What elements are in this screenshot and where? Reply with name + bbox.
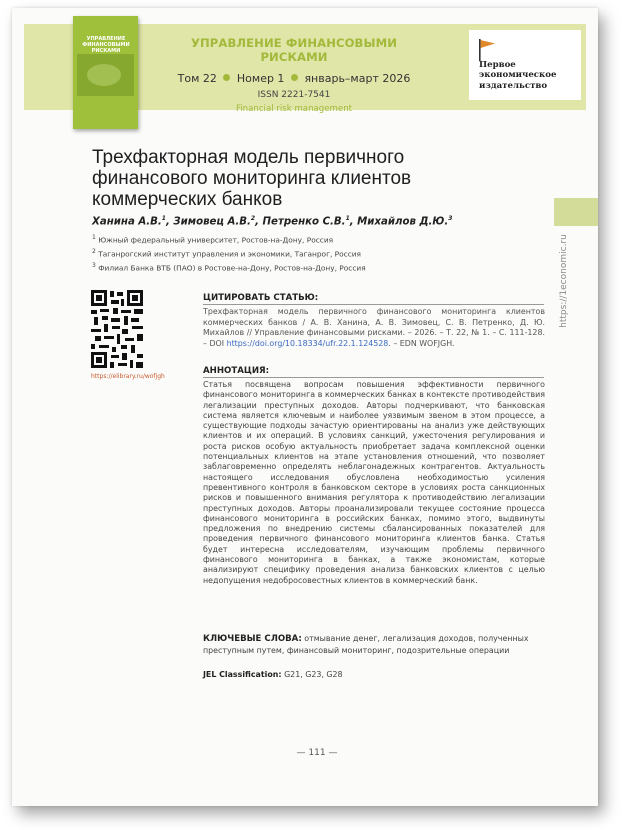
journal-info xyxy=(163,36,425,114)
journal-issn: ISSN 2221-7541 xyxy=(257,90,331,100)
publisher-logo xyxy=(469,30,581,100)
article-title: Трехфакторная модель первичного финансового мониторинга клиентов коммерческих банков xyxy=(92,147,412,210)
cover-image xyxy=(77,54,134,96)
divider xyxy=(203,377,544,378)
jel-classification: JEL Classification: G21, G23, G28 xyxy=(203,670,343,679)
keywords-text: отмывание денег, легализация доходов, полученных преступным путем, финансовый мониторинг, подозрительные операции xyxy=(203,634,529,655)
abstract-text: Статья посвящена вопросам повышения эффективности первичного финансового мониторинга в коммерческих банках в контексте противодействия легализации преступных доходов. Авторы подчеркивают, что банковская система является ключевым и наиболее уязвимым звеном в этом процессе, а существующие подходы зачастую ориентированы на анализ уже действующих клиентов и их операций. В условиях санкций, ужесточения регулирования и роста рисков особую актуальность приобретает задача комплексной оценки потенциальных клиентов на этапе установления отношений, что позволяет заблаговременно определять неблагонадежных контрагентов. Актуальность настоящего исследования обусловлена необходимостью усиления превентивного контроля в банковском секторе в условиях роста санкционных рисков и повышенного внимания регулятора к противодействию легализации преступных доходов. Авторы проанализировали текущее состояние процесса финансового мониторинга в российских банках, помимо этого, выдвинуты предложения по внедрению системы сбалансированных показателей для проведения первичного финансового мониторинга клиентов банка. Статья будет интересна исследователям, изучающим проблемы первичного финансового мониторинга в банках, а также экономистам, которые анализируют специфику проведения анализа банковских клиентов с целью недопущения недобросовестных клиентов в коммерческий банк. xyxy=(203,380,545,585)
cite-heading: ЦИТИРОВАТЬ СТАТЬЮ: xyxy=(203,293,319,303)
author-affiliations xyxy=(92,232,366,274)
journal-volume: Том 22 xyxy=(177,72,217,85)
journal-title: УПРАВЛЕНИЕ ФИНАНСОВЫМИ РИСКАМИ xyxy=(190,36,398,64)
affiliation-item: $^1$ Южный федеральный университет, Ростов-на-Дону, Россия xyxy=(92,234,334,245)
journal-period: январь–март 2026 xyxy=(304,72,411,85)
side-url-label[interactable]: https://1economic.ru xyxy=(559,234,569,328)
doi-link[interactable]: https://doi.org/10.18334/ufr.22.1.124528 xyxy=(226,339,389,349)
bullet-icon xyxy=(291,74,298,81)
affiliation-item: $^2$ Таганрогский институт управления и экономики, Таганрог, Россия xyxy=(92,248,362,259)
cover-title: УПРАВЛЕНИЕ ФИНАНСОВЫМИ РИСКАМИ xyxy=(82,36,130,54)
qr-link[interactable]: https://elibrary.ru/wofjgh xyxy=(91,373,165,380)
page-number: — 111 — xyxy=(296,748,338,758)
flag-icon xyxy=(477,38,497,62)
abstract-heading: АННОТАЦИЯ: xyxy=(203,366,270,376)
citation-text: Трехфакторная модель первичного финансового мониторинга клиентов коммерческих банков / А. В. Ханина, А. В. Зимовец, С. В. Петренко, Д. Ю. Михайлов // Управление финансовыми рисками. – 2026. – Т. 22, № 1. – С. 111-128. – DOI https://doi.org/10.18334/ufr.22.1.124528. – EDN WOFJGH. xyxy=(203,307,545,349)
journal-number: Номер 1 xyxy=(236,72,285,85)
keywords xyxy=(203,633,545,656)
journal-cover-thumbnail xyxy=(73,16,138,129)
qr-code[interactable] xyxy=(91,290,143,370)
publisher-name: Первое экономическое издательство xyxy=(479,60,557,91)
journal-title-en: Financial risk management xyxy=(235,104,353,114)
keywords-heading: КЛЮЧЕВЫЕ СЛОВА: xyxy=(203,634,302,644)
divider xyxy=(203,304,544,305)
article-authors: Ханина А.В.$^1$, Зимовец А.В.$^2$, Петренко С.В.$^1$, Михайлов Д.Ю.$^3$ xyxy=(92,215,453,228)
journal-issue xyxy=(163,72,425,85)
affiliation-item: $^3$ Филиал Банка ВТБ (ПАО) в Ростове-на-Дону, Ростов-на-Дону, Россия xyxy=(92,262,366,273)
bullet-icon xyxy=(223,74,230,81)
